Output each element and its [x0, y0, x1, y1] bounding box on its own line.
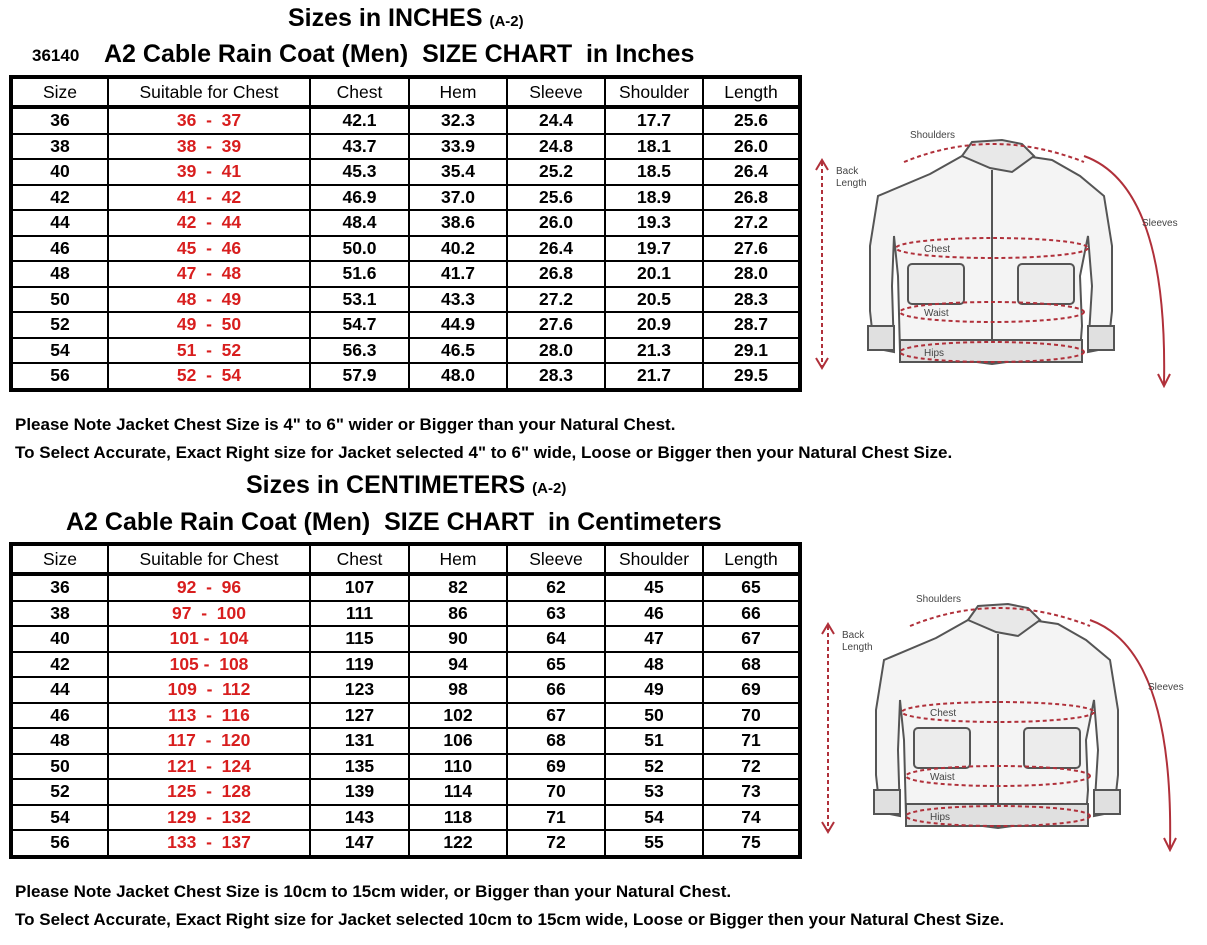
table-row — [11, 830, 800, 857]
table-cell: 107 — [310, 574, 409, 601]
table-cell: 50 — [11, 287, 108, 313]
table-header-row — [11, 544, 800, 574]
table-cell: 65 — [507, 652, 605, 678]
table-cell: 36 — [11, 107, 108, 134]
hips-label: Hips — [924, 348, 945, 359]
table-row — [11, 210, 800, 236]
jacket-cuff-right — [1094, 790, 1120, 814]
column-header: Suitable for Chest — [108, 544, 310, 574]
table-cell: 26.0 — [703, 134, 800, 160]
inches-heading-tag: (A-2) — [489, 13, 524, 30]
jacket-pocket-right — [1024, 728, 1080, 768]
table-cell: 44 — [11, 210, 108, 236]
table-cell: 46 — [11, 703, 108, 729]
table-cell: 35.4 — [409, 159, 507, 185]
chest-range-cell: 48 - 49 — [108, 287, 310, 313]
table-cell: 28.3 — [703, 287, 800, 313]
table-cell: 102 — [409, 703, 507, 729]
table-row — [11, 754, 800, 780]
table-cell: 27.6 — [507, 312, 605, 338]
table-cell: 110 — [409, 754, 507, 780]
table-cell: 118 — [409, 805, 507, 831]
shoulders-label: Shoulders — [910, 130, 956, 141]
chest-label: Chest — [930, 708, 957, 719]
table-cell: 20.1 — [605, 261, 703, 287]
table-cell: 42.1 — [310, 107, 409, 134]
column-header: Suitable for Chest — [108, 77, 310, 107]
table-row — [11, 677, 800, 703]
table-cell: 65 — [703, 574, 800, 601]
table-cell: 71 — [507, 805, 605, 831]
table-cell: 26.4 — [703, 159, 800, 185]
table-cell: 64 — [507, 626, 605, 652]
table-cell: 51 — [605, 728, 703, 754]
table-cell: 122 — [409, 830, 507, 857]
chest-range-cell: 39 - 41 — [108, 159, 310, 185]
table-cell: 127 — [310, 703, 409, 729]
table-cell: 143 — [310, 805, 409, 831]
jacket-cuff-left — [874, 790, 900, 814]
table-cell: 47 — [605, 626, 703, 652]
chest-range-cell: 109 - 112 — [108, 677, 310, 703]
table-cell: 72 — [507, 830, 605, 857]
table-cell: 147 — [310, 830, 409, 857]
table-cell: 75 — [703, 830, 800, 857]
table-cell: 82 — [409, 574, 507, 601]
table-cell: 52 — [11, 312, 108, 338]
table-cell: 72 — [703, 754, 800, 780]
table-cell: 119 — [310, 652, 409, 678]
table-cell: 67 — [703, 626, 800, 652]
table-cell: 51.6 — [310, 261, 409, 287]
table-cell: 68 — [507, 728, 605, 754]
shoulders-label: Shoulders — [916, 594, 962, 605]
table-cell: 20.5 — [605, 287, 703, 313]
waist-label: Waist — [930, 772, 955, 783]
column-header: Chest — [310, 544, 409, 574]
inches-heading-text: Sizes in INCHES — [288, 4, 483, 32]
product-code: 36140 — [32, 46, 80, 65]
table-cell: 20.9 — [605, 312, 703, 338]
table-cell: 70 — [703, 703, 800, 729]
table-cell: 49 — [605, 677, 703, 703]
table-cell: 26.0 — [507, 210, 605, 236]
table-cell: 46.5 — [409, 338, 507, 364]
jacket-cuff-left — [868, 326, 894, 350]
chest-range-cell: 121 - 124 — [108, 754, 310, 780]
chest-range-cell: 117 - 120 — [108, 728, 310, 754]
table-cell: 50.0 — [310, 236, 409, 262]
table-cell: 45.3 — [310, 159, 409, 185]
chest-range-cell: 97 - 100 — [108, 601, 310, 627]
waist-label: Waist — [924, 308, 949, 319]
jacket-measurement-diagram — [812, 126, 1194, 388]
table-cell: 56.3 — [310, 338, 409, 364]
table-cell: 28.3 — [507, 363, 605, 390]
centimeters-note-2: To Select Accurate, Exact Right size for Jacket selected 10cm to 15cm wide, Loose or Bigger then your Natural Chest Size. — [15, 910, 1005, 929]
table-cell: 19.7 — [605, 236, 703, 262]
table-cell: 19.3 — [605, 210, 703, 236]
table-cell: 54.7 — [310, 312, 409, 338]
table-cell: 43.3 — [409, 287, 507, 313]
column-header: Chest — [310, 77, 409, 107]
table-header-row — [11, 77, 800, 107]
table-cell: 24.8 — [507, 134, 605, 160]
chest-range-cell: 42 - 44 — [108, 210, 310, 236]
table-row — [11, 185, 800, 211]
table-cell: 66 — [703, 601, 800, 627]
table-cell: 33.9 — [409, 134, 507, 160]
table-cell: 54 — [605, 805, 703, 831]
table-cell: 32.3 — [409, 107, 507, 134]
table-cell: 28.0 — [703, 261, 800, 287]
table-cell: 63 — [507, 601, 605, 627]
table-cell: 71 — [703, 728, 800, 754]
table-cell: 67 — [507, 703, 605, 729]
table-cell: 38 — [11, 134, 108, 160]
chest-range-cell: 101 - 104 — [108, 626, 310, 652]
chest-range-cell: 36 - 37 — [108, 107, 310, 134]
table-row — [11, 703, 800, 729]
table-cell: 123 — [310, 677, 409, 703]
table-row — [11, 805, 800, 831]
table-cell: 114 — [409, 779, 507, 805]
table-cell: 29.1 — [703, 338, 800, 364]
jacket-cuff-right — [1088, 326, 1114, 350]
table-row — [11, 107, 800, 134]
table-cell: 57.9 — [310, 363, 409, 390]
table-cell: 43.7 — [310, 134, 409, 160]
table-cell: 18.1 — [605, 134, 703, 160]
inches-note-1: Please Note Jacket Chest Size is 4" to 6" wider or Bigger than your Natural Chest. — [15, 415, 676, 434]
centimeters-heading-tag: (A-2) — [532, 480, 567, 497]
table-row — [11, 287, 800, 313]
table-cell: 56 — [11, 830, 108, 857]
table-cell: 48.4 — [310, 210, 409, 236]
column-header: Hem — [409, 77, 507, 107]
table-cell: 69 — [507, 754, 605, 780]
table-row — [11, 601, 800, 627]
table-row — [11, 363, 800, 390]
table-cell: 27.2 — [703, 210, 800, 236]
chest-range-cell: 47 - 48 — [108, 261, 310, 287]
table-cell: 46 — [11, 236, 108, 262]
table-cell: 94 — [409, 652, 507, 678]
table-cell: 28.7 — [703, 312, 800, 338]
table-cell: 53.1 — [310, 287, 409, 313]
table-row — [11, 574, 800, 601]
inches-heading — [288, 4, 524, 33]
table-row — [11, 236, 800, 262]
table-cell: 21.7 — [605, 363, 703, 390]
table-cell: 46.9 — [310, 185, 409, 211]
table-cell: 36 — [11, 574, 108, 601]
jacket-pocket-left — [908, 264, 964, 304]
chest-range-cell: 51 - 52 — [108, 338, 310, 364]
table-cell: 48 — [11, 728, 108, 754]
chest-range-cell: 92 - 96 — [108, 574, 310, 601]
table-row — [11, 626, 800, 652]
table-cell: 40 — [11, 159, 108, 185]
sleeves-label: Sleeves — [1148, 682, 1184, 693]
table-cell: 86 — [409, 601, 507, 627]
table-cell: 26.4 — [507, 236, 605, 262]
table-cell: 41.7 — [409, 261, 507, 287]
chest-range-cell: 49 - 50 — [108, 312, 310, 338]
column-header: Sleeve — [507, 77, 605, 107]
table-cell: 52 — [11, 779, 108, 805]
table-row — [11, 134, 800, 160]
table-cell: 25.2 — [507, 159, 605, 185]
table-cell: 70 — [507, 779, 605, 805]
table-cell: 48 — [11, 261, 108, 287]
chest-range-cell: 129 - 132 — [108, 805, 310, 831]
chest-range-cell: 133 - 137 — [108, 830, 310, 857]
column-header: Sleeve — [507, 544, 605, 574]
back-length-label: Length — [836, 178, 867, 189]
jacket-pocket-right — [1018, 264, 1074, 304]
table-cell: 27.2 — [507, 287, 605, 313]
centimeters-heading — [246, 471, 566, 500]
table-cell: 40.2 — [409, 236, 507, 262]
table-row — [11, 338, 800, 364]
table-row — [11, 652, 800, 678]
table-cell: 98 — [409, 677, 507, 703]
table-cell: 69 — [703, 677, 800, 703]
inches-chart-title: A2 Cable Rain Coat (Men) SIZE CHART in Inches — [104, 40, 695, 68]
table-cell: 40 — [11, 626, 108, 652]
table-cell: 135 — [310, 754, 409, 780]
table-cell: 38 — [11, 601, 108, 627]
chest-range-cell: 125 - 128 — [108, 779, 310, 805]
table-cell: 25.6 — [703, 107, 800, 134]
table-cell: 28.0 — [507, 338, 605, 364]
table-row — [11, 159, 800, 185]
back-length-label: Back — [836, 166, 859, 177]
table-cell: 26.8 — [703, 185, 800, 211]
table-cell: 52 — [605, 754, 703, 780]
table-cell: 46 — [605, 601, 703, 627]
column-header: Shoulder — [605, 544, 703, 574]
table-cell: 50 — [605, 703, 703, 729]
table-cell: 90 — [409, 626, 507, 652]
table-row — [11, 261, 800, 287]
table-cell: 54 — [11, 805, 108, 831]
table-cell: 115 — [310, 626, 409, 652]
table-cell: 48 — [605, 652, 703, 678]
table-cell: 42 — [11, 185, 108, 211]
table-cell: 139 — [310, 779, 409, 805]
chest-range-cell: 45 - 46 — [108, 236, 310, 262]
table-cell: 18.5 — [605, 159, 703, 185]
table-cell: 54 — [11, 338, 108, 364]
table-cell: 26.8 — [507, 261, 605, 287]
table-cell: 62 — [507, 574, 605, 601]
chest-range-cell: 41 - 42 — [108, 185, 310, 211]
column-header: Size — [11, 77, 108, 107]
table-cell: 45 — [605, 574, 703, 601]
column-header: Size — [11, 544, 108, 574]
table-cell: 42 — [11, 652, 108, 678]
hips-label: Hips — [930, 812, 951, 823]
table-cell: 66 — [507, 677, 605, 703]
table-cell: 74 — [703, 805, 800, 831]
table-cell: 44.9 — [409, 312, 507, 338]
chest-range-cell: 38 - 39 — [108, 134, 310, 160]
table-cell: 68 — [703, 652, 800, 678]
table-cell: 131 — [310, 728, 409, 754]
centimeters-note-1: Please Note Jacket Chest Size is 10cm to 15cm wider, or Bigger than your Natural Chest. — [15, 882, 732, 901]
inches-note-2: To Select Accurate, Exact Right size for Jacket selected 4" to 6" wide, Loose or Bigger then your Natural Chest Size. — [15, 443, 953, 462]
column-header: Hem — [409, 544, 507, 574]
table-cell: 106 — [409, 728, 507, 754]
chest-range-cell: 113 - 116 — [108, 703, 310, 729]
back-length-label: Length — [842, 642, 873, 653]
table-cell: 24.4 — [507, 107, 605, 134]
jacket-pocket-left — [914, 728, 970, 768]
table-cell: 53 — [605, 779, 703, 805]
table-cell: 38.6 — [409, 210, 507, 236]
column-header: Length — [703, 77, 800, 107]
jacket-measurement-diagram — [818, 590, 1200, 852]
column-header: Shoulder — [605, 77, 703, 107]
table-cell: 111 — [310, 601, 409, 627]
centimeters-chart-title: A2 Cable Rain Coat (Men) SIZE CHART in Centimeters — [66, 508, 722, 536]
table-cell: 37.0 — [409, 185, 507, 211]
column-header: Length — [703, 544, 800, 574]
table-row — [11, 728, 800, 754]
centimeters-heading-text: Sizes in CENTIMETERS — [246, 471, 526, 499]
chest-label: Chest — [924, 244, 951, 255]
inches-size-table — [9, 75, 802, 392]
table-cell: 44 — [11, 677, 108, 703]
sleeves-label: Sleeves — [1142, 218, 1178, 229]
table-cell: 55 — [605, 830, 703, 857]
table-cell: 17.7 — [605, 107, 703, 134]
table-cell: 29.5 — [703, 363, 800, 390]
table-cell: 50 — [11, 754, 108, 780]
chest-range-cell: 105 - 108 — [108, 652, 310, 678]
table-cell: 21.3 — [605, 338, 703, 364]
back-length-label: Back — [842, 630, 865, 641]
table-cell: 48.0 — [409, 363, 507, 390]
table-cell: 73 — [703, 779, 800, 805]
chest-range-cell: 52 - 54 — [108, 363, 310, 390]
table-cell: 27.6 — [703, 236, 800, 262]
table-cell: 56 — [11, 363, 108, 390]
table-cell: 18.9 — [605, 185, 703, 211]
centimeters-size-table — [9, 542, 802, 859]
table-row — [11, 312, 800, 338]
table-cell: 25.6 — [507, 185, 605, 211]
table-row — [11, 779, 800, 805]
